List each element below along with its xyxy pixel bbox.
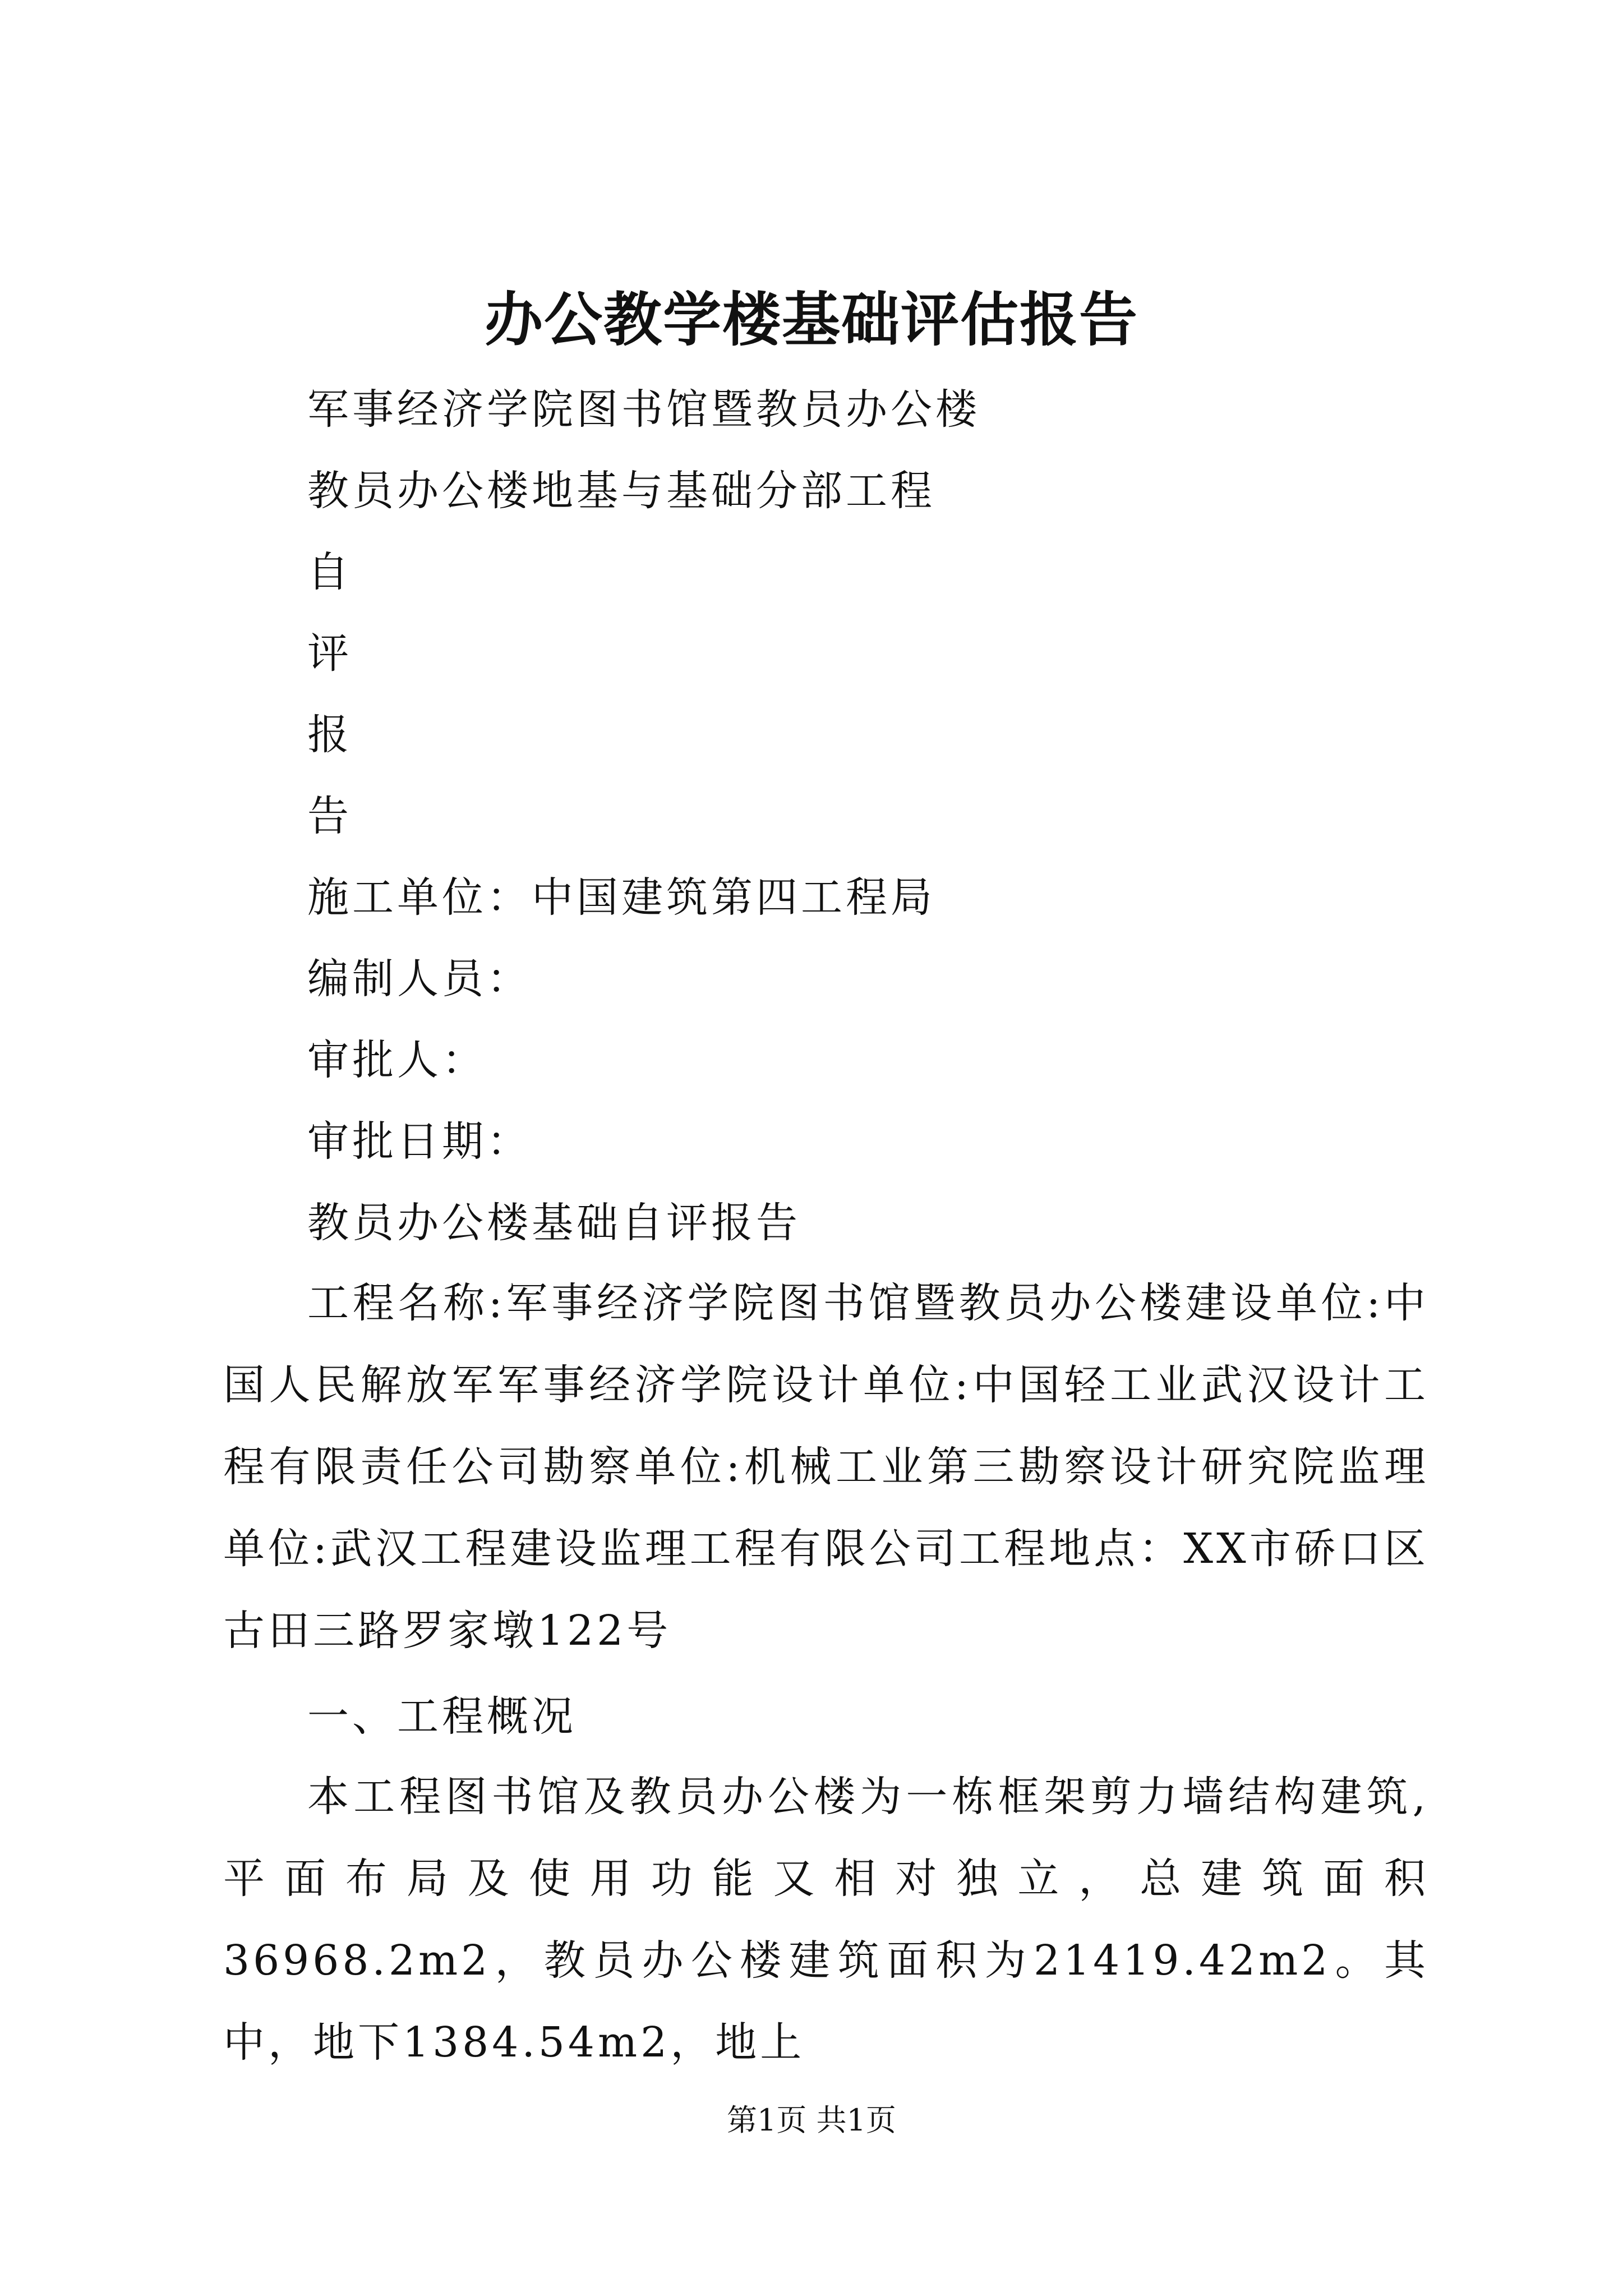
report-heading: 教员办公楼基础自评报告: [307, 1199, 801, 1247]
cover-contractor: 施工单位：中国建筑第四工程局: [307, 873, 935, 922]
cover-vertical-char: 告: [307, 792, 352, 840]
cover-vertical-char: 自: [307, 548, 352, 596]
page-footer: 第1页 共1页: [727, 2102, 896, 2138]
cover-project-name: 军事经济学院图书馆暨教员办公楼: [307, 385, 980, 434]
section-heading: 一、工程概况: [307, 1692, 577, 1741]
cover-approver: 审批人：: [307, 1036, 487, 1084]
cover-subproject-name: 教员办公楼地基与基础分部工程: [307, 467, 935, 515]
cover-approval-date: 审批日期：: [307, 1117, 532, 1166]
section-paragraph: 本工程图书馆及教员办公楼为一栋框架剪力墙结构建筑,平面布局及使用功能又相对独立，总建筑面积36968.2m2，教员办公楼建筑面积为21419.42m2。其中，地下1384.54m2，地上: [223, 1773, 1429, 2067]
project-info-paragraph: 工程名称:军事经济学院图书馆暨教员办公楼建设单位:中国人民解放军军事经济学院设计单位:中国轻工业武汉设计工程有限责任公司勘察单位:机械工业第三勘察设计研究院监理单位:武汉工程建设监理工程有限公司工程地点：XX市硚口区古田三路罗家墩122号: [223, 1279, 1429, 1655]
cover-vertical-char: 报: [307, 711, 352, 759]
document-title: 办公教学楼基础评估报告: [484, 285, 1138, 354]
cover-compiler: 编制人员：: [307, 955, 532, 1003]
cover-vertical-char: 评: [307, 629, 352, 678]
